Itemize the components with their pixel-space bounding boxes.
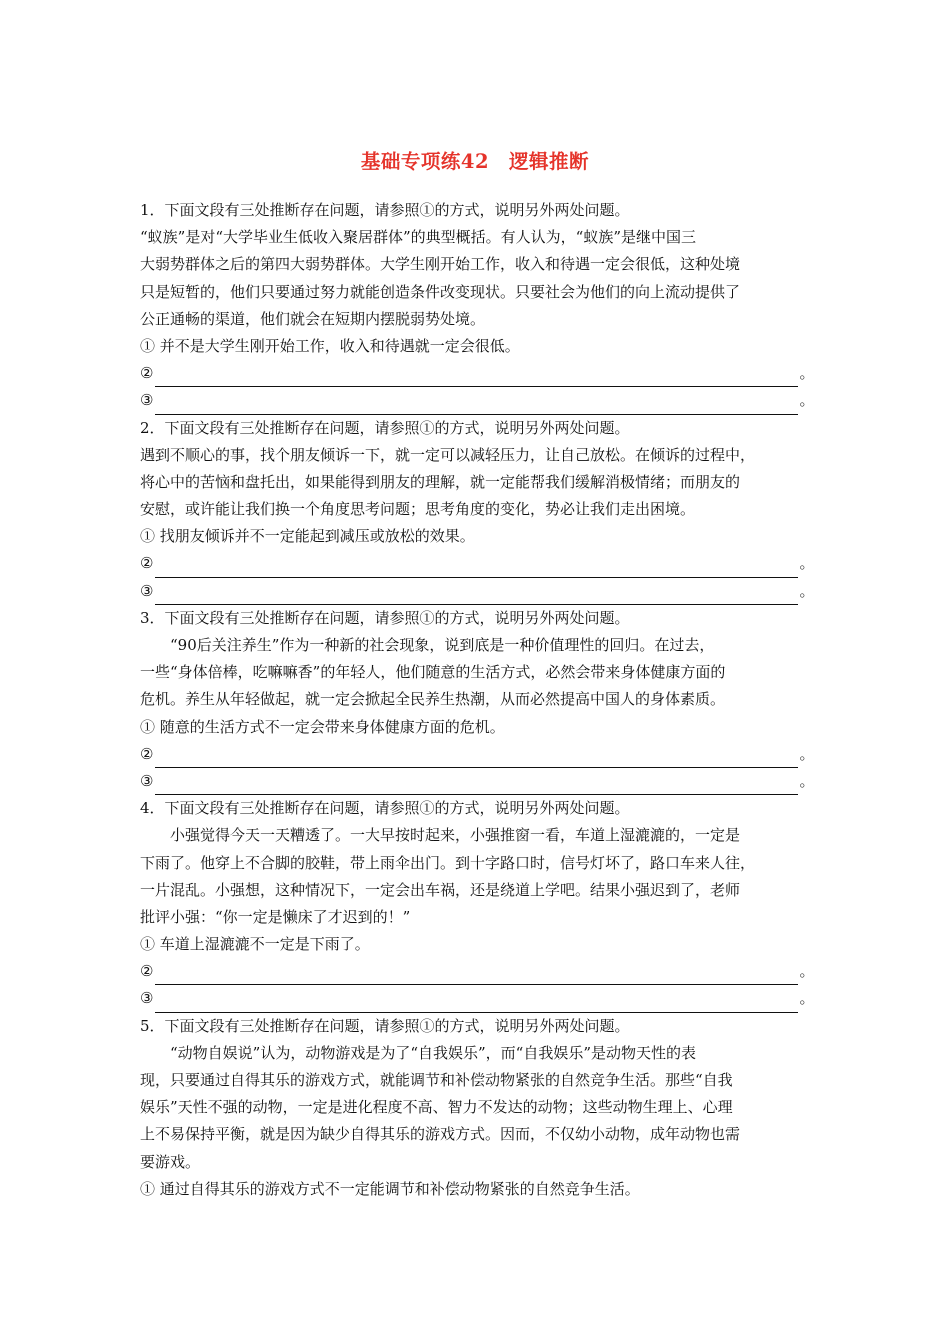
passage-line: “动物自娱说”认为，动物游戏是为了“自我娱乐”，而“自我娱乐”是动物天性的表 [170,1043,697,1062]
blank-number: ② [140,744,154,763]
passage-line: 小强觉得今天一天糟透了。一大早按时起来，小强推窗一看，车道上湿漉漉的，一定是 [170,826,741,845]
question-prompt: 1．下面文段有三处推断存在问题，请参照①的方式，说明另外两处问题。 [140,201,630,219]
blank-number: ② [140,962,154,981]
passage-line: 批评小强：“你一定是懒床了才迟到的！” [140,907,411,926]
question-5 [140,1013,820,1203]
answer-line[interactable] [155,749,798,768]
answer-blank-2[interactable] [140,550,820,577]
passage-line: 现，只要通过自得其乐的游戏方式，就能调节和补偿动物紧张的自然竞争生活。那些“自我 [140,1071,733,1089]
answer-blank-2[interactable] [140,958,820,985]
passage-line: “90后关注养生”作为一种新的社会现象，说到底是一种价值理性的回归。在过去， [170,636,715,654]
blank-end: 。 [799,391,815,410]
answer-blank-3[interactable] [140,985,820,1012]
answer-line[interactable] [155,994,798,1013]
passage-line: 上不易保持平衡，就是因为缺少自得其乐的游戏方式。因而，不仅幼小动物，成年动物也需 [140,1125,741,1144]
page-title: 基础专项练42 逻辑推断 [360,150,590,173]
question-prompt: 4．下面文段有三处推断存在问题，请参照①的方式，说明另外两处问题。 [140,799,630,818]
answer-blank-3[interactable] [140,578,820,605]
blank-number: ② [140,554,154,573]
question-3 [140,605,820,795]
blank-number: ② [140,364,154,383]
passage-line: 公正通畅的渠道，他们就会在短期内摆脱弱势处境。 [140,309,486,328]
blank-number: ③ [140,771,154,790]
blank-end: 。 [799,989,815,1008]
example-answer: ① 随意的生活方式不一定会带来身体健康方面的危机。 [140,717,505,736]
example-answer: ① 找朋友倾诉并不一定能起到减压或放松的效果。 [140,527,475,546]
passage-line: 将心中的苦恼和盘托出，如果能得到朋友的理解，就一定能帮我们缓解消极情绪；而朋友的 [140,472,741,491]
question-prompt: 5．下面文段有三处推断存在问题，请参照①的方式，说明另外两处问题。 [140,1016,630,1035]
answer-line[interactable] [155,586,798,605]
answer-line[interactable] [155,396,798,415]
question-prompt: 2．下面文段有三处推断存在问题，请参照①的方式，说明另外两处问题。 [140,418,630,437]
passage-line: 危机。养生从年轻做起，就一定会掀起全民养生热潮，从而必然提高中国人的身体素质。 [140,690,726,709]
passage-line: 下雨了。他穿上不合脚的胶鞋，带上雨伞出门。到十字路口时，信号灯坏了，路口车来人往， [140,853,756,872]
passage-line: 娱乐”天性不强的动物，一定是进化程度不高、智力不发达的动物；这些动物生理上、心理 [140,1098,733,1117]
passage-line: 只是短暂的，他们只要通过努力就能创造条件改变现状。只要社会为他们的向上流动提供了 [140,282,741,301]
passage-line: “蚁族”是对“大学毕业生低收入聚居群体”的典型概括。有人认为，“蚁族”是继中国三 [140,228,697,247]
passage-line: 遇到不顺心的事，找个朋友倾诉一下，就一定可以减轻压力，让自己放松。在倾诉的过程中， [140,445,756,464]
answer-line[interactable] [155,966,798,985]
answer-blank-3[interactable] [140,768,820,795]
question-2 [140,415,820,605]
exercise-body [140,197,820,1203]
question-4 [140,795,820,1013]
passage-line: 要游戏。 [140,1152,201,1171]
answer-blank-2[interactable] [140,360,820,387]
passage-line: 一些“身体倍棒，吃嘛嘛香”的年轻人，他们随意的生活方式，必然会带来身体健康方面的 [140,663,726,682]
blank-end: 。 [799,771,815,790]
blank-number: ③ [140,581,154,600]
example-answer: ① 通过自得其乐的游戏方式不一定能调节和补偿动物紧张的自然竞争生活。 [140,1179,640,1198]
answer-blank-3[interactable] [140,387,820,414]
blank-number: ③ [140,989,154,1008]
passage-line: 大弱势群体之后的第四大弱势群体。大学生刚开始工作，收入和待遇一定会很低，这种处境 [140,255,741,274]
answer-blank-2[interactable] [140,741,820,768]
blank-end: 。 [799,744,815,763]
blank-end: 。 [799,364,815,383]
question-1 [140,197,820,415]
example-answer: ① 车道上湿漉漉不一定是下雨了。 [140,935,370,954]
answer-line[interactable] [155,776,798,795]
blank-end: 。 [799,962,815,981]
example-answer: ① 并不是大学生刚开始工作，收入和待遇就一定会很低。 [140,336,520,355]
passage-line: 一片混乱。小强想，这种情况下，一定会出车祸，还是绕道上学吧。结果小强迟到了，老师 [140,880,741,899]
question-prompt: 3．下面文段有三处推断存在问题，请参照①的方式，说明另外两处问题。 [140,608,630,627]
passage-line: 安慰，或许能让我们换一个角度思考问题；思考角度的变化，势必让我们走出困境。 [140,500,696,519]
blank-end: 。 [799,554,815,573]
answer-line[interactable] [155,368,798,387]
blank-number: ③ [140,391,154,410]
blank-end: 。 [799,581,815,600]
answer-line[interactable] [155,559,798,578]
